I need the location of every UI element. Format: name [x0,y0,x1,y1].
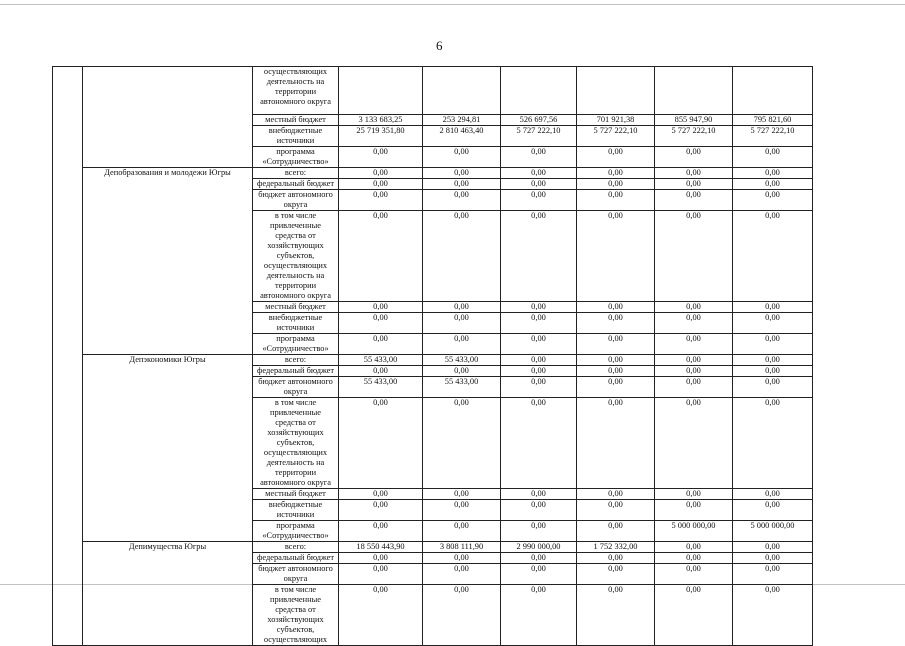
amount-cell: 0,00 [423,313,501,334]
amount-cell: 0,00 [339,147,423,168]
amount-cell: 0,00 [733,313,813,334]
amount-cell: 0,00 [655,585,733,646]
amount-cell: 0,00 [577,366,655,377]
amount-cell: 795 821,60 [733,115,813,126]
amount-cell: 0,00 [577,334,655,355]
table-row [53,67,813,115]
amount-cell: 0,00 [339,553,423,564]
amount-cell: 0,00 [655,366,733,377]
amount-cell: 0,00 [501,147,577,168]
amount-cell: 0,00 [655,334,733,355]
amount-cell: 0,00 [423,190,501,211]
amount-cell: 0,00 [501,313,577,334]
amount-cell: 526 697,56 [501,115,577,126]
amount-cell: 55 433,00 [339,377,423,398]
amount-cell: 0,00 [733,190,813,211]
funding-source-label: внебюджетные источники [253,500,339,521]
funding-source-label: внебюджетные источники [253,126,339,147]
amount-cell: 855 947,90 [655,115,733,126]
amount-cell: 0,00 [655,355,733,366]
amount-cell: 0,00 [339,334,423,355]
amount-cell: 0,00 [577,190,655,211]
amount-cell: 0,00 [339,521,423,542]
amount-cell: 3 133 683,25 [339,115,423,126]
amount-cell: 0,00 [501,564,577,585]
amount-cell: 0,00 [423,500,501,521]
amount-cell: 0,00 [655,211,733,302]
funding-source-label: программа «Сотрудничество» [253,147,339,168]
amount-cell: 0,00 [577,398,655,489]
amount-cell: 0,00 [423,521,501,542]
amount-cell: 0,00 [733,179,813,190]
amount-cell: 0,00 [733,366,813,377]
amount-cell: 0,00 [733,489,813,500]
amount-cell: 0,00 [577,553,655,564]
amount-cell: 0,00 [577,211,655,302]
amount-cell: 0,00 [577,179,655,190]
funding-source-label: федеральный бюджет [253,553,339,564]
amount-cell: 0,00 [577,313,655,334]
page-number: 6 [436,38,443,53]
amount-cell: 0,00 [423,147,501,168]
amount-cell: 0,00 [655,542,733,553]
amount-cell: 0,00 [339,211,423,302]
table-row [53,168,813,179]
funding-source-label: всего: [253,168,339,179]
index-column [53,67,83,646]
funding-source-label: программа «Сотрудничество» [253,334,339,355]
funding-source-label: всего: [253,355,339,366]
amount-cell: 0,00 [733,211,813,302]
scan-edge-top [0,4,905,5]
amount-cell: 0,00 [733,500,813,521]
department-name: Депобразования и молодежи Югры [83,168,253,355]
amount-cell: 0,00 [733,398,813,489]
amount-cell: 0,00 [501,366,577,377]
amount-cell: 701 921,38 [577,115,655,126]
amount-cell: 0,00 [577,585,655,646]
amount-cell: 5 727 222,10 [501,126,577,147]
funding-source-label: федеральный бюджет [253,179,339,190]
amount-cell: 0,00 [733,564,813,585]
funding-source-label: бюджет автономного округа [253,377,339,398]
amount-cell: 0,00 [501,521,577,542]
amount-cell: 0,00 [339,179,423,190]
amount-cell: 0,00 [655,179,733,190]
amount-cell: 25 719 351,80 [339,126,423,147]
amount-cell [423,67,501,115]
amount-cell: 18 550 443,90 [339,542,423,553]
budget-table [52,66,813,646]
funding-source-label: местный бюджет [253,489,339,500]
amount-cell: 0,00 [501,334,577,355]
amount-cell: 3 808 111,90 [423,542,501,553]
amount-cell: 0,00 [655,302,733,313]
funding-source-label: местный бюджет [253,302,339,313]
amount-cell: 0,00 [501,377,577,398]
funding-source-label: осуществляющих деятельность на территории автономного округа [253,67,339,115]
amount-cell: 55 433,00 [423,377,501,398]
amount-cell: 0,00 [423,553,501,564]
amount-cell: 0,00 [501,553,577,564]
amount-cell: 0,00 [501,500,577,521]
amount-cell: 0,00 [577,302,655,313]
funding-source-label: бюджет автономного округа [253,564,339,585]
amount-cell: 0,00 [501,179,577,190]
amount-cell: 55 433,00 [339,355,423,366]
amount-cell: 0,00 [339,489,423,500]
amount-cell: 0,00 [655,377,733,398]
amount-cell: 2 990 000,00 [501,542,577,553]
amount-cell: 5 727 222,10 [655,126,733,147]
amount-cell: 0,00 [423,168,501,179]
amount-cell: 0,00 [423,489,501,500]
amount-cell: 0,00 [577,489,655,500]
amount-cell: 0,00 [733,553,813,564]
amount-cell: 0,00 [577,168,655,179]
amount-cell: 0,00 [423,179,501,190]
amount-cell: 0,00 [423,564,501,585]
funding-source-label: местный бюджет [253,115,339,126]
amount-cell: 0,00 [577,377,655,398]
amount-cell: 0,00 [655,147,733,168]
amount-cell [577,67,655,115]
amount-cell: 0,00 [577,521,655,542]
amount-cell: 0,00 [339,585,423,646]
amount-cell: 0,00 [733,355,813,366]
amount-cell: 0,00 [501,190,577,211]
amount-cell: 5 000 000,00 [655,521,733,542]
amount-cell [501,67,577,115]
amount-cell: 0,00 [733,168,813,179]
department-name: Депэкономики Югры [83,355,253,542]
amount-cell: 0,00 [733,585,813,646]
amount-cell: 0,00 [577,147,655,168]
amount-cell: 0,00 [339,564,423,585]
amount-cell: 5 727 222,10 [733,126,813,147]
amount-cell: 0,00 [501,489,577,500]
funding-source-label: в том числе привлеченные средства от хозяйствующих субъектов, осуществляющих деятельность на территории автономного округа [253,398,339,489]
amount-cell: 0,00 [655,168,733,179]
amount-cell: 0,00 [423,302,501,313]
amount-cell: 0,00 [733,542,813,553]
amount-cell: 0,00 [339,500,423,521]
funding-source-label: бюджет автономного округа [253,190,339,211]
amount-cell [733,67,813,115]
amount-cell: 0,00 [733,377,813,398]
amount-cell: 0,00 [655,313,733,334]
funding-source-label: программа «Сотрудничество» [253,521,339,542]
amount-cell: 0,00 [655,564,733,585]
amount-cell: 0,00 [501,302,577,313]
table-row [53,355,813,366]
amount-cell: 0,00 [423,211,501,302]
amount-cell: 0,00 [655,398,733,489]
amount-cell: 0,00 [339,302,423,313]
amount-cell: 0,00 [423,585,501,646]
amount-cell [655,67,733,115]
amount-cell: 0,00 [423,398,501,489]
department-name [83,67,253,168]
amount-cell: 0,00 [339,168,423,179]
amount-cell: 0,00 [501,211,577,302]
amount-cell: 5 000 000,00 [733,521,813,542]
amount-cell: 0,00 [733,334,813,355]
amount-cell: 0,00 [501,585,577,646]
amount-cell: 0,00 [501,355,577,366]
amount-cell: 0,00 [733,147,813,168]
funding-source-label: в том числе привлеченные средства от хозяйствующих субъектов, осуществляющих [253,585,339,646]
amount-cell: 0,00 [655,553,733,564]
amount-cell: 0,00 [501,398,577,489]
table-row [53,542,813,553]
amount-cell: 0,00 [339,398,423,489]
funding-source-label: внебюджетные источники [253,313,339,334]
amount-cell: 253 294,81 [423,115,501,126]
funding-source-label: в том числе привлеченные средства от хозяйствующих субъектов, осуществляющих деятельность на территории автономного округа [253,211,339,302]
amount-cell: 0,00 [339,366,423,377]
amount-cell: 0,00 [655,500,733,521]
amount-cell: 0,00 [733,302,813,313]
funding-source-label: федеральный бюджет [253,366,339,377]
funding-source-label: всего: [253,542,339,553]
amount-cell: 0,00 [339,313,423,334]
amount-cell: 0,00 [423,334,501,355]
amount-cell: 1 752 332,00 [577,542,655,553]
amount-cell: 55 433,00 [423,355,501,366]
amount-cell: 0,00 [423,366,501,377]
amount-cell: 0,00 [577,500,655,521]
amount-cell: 0,00 [501,168,577,179]
department-name: Депимущества Югры [83,542,253,646]
amount-cell: 0,00 [655,489,733,500]
amount-cell: 0,00 [577,564,655,585]
amount-cell: 5 727 222,10 [577,126,655,147]
amount-cell: 2 810 463,40 [423,126,501,147]
amount-cell: 0,00 [577,355,655,366]
amount-cell: 0,00 [655,190,733,211]
amount-cell: 0,00 [339,190,423,211]
amount-cell [339,67,423,115]
